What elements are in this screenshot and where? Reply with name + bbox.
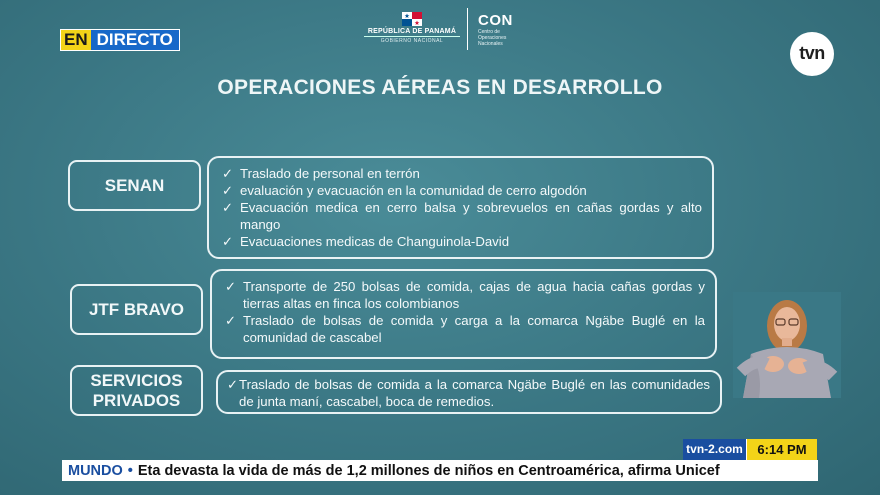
list-item xyxy=(227,376,710,410)
section-content-jtf-bravo xyxy=(210,269,717,359)
check-icon: ✓ xyxy=(222,200,234,215)
check-icon: ✓ xyxy=(222,234,234,249)
item-list xyxy=(225,278,705,346)
live-badge-label: DIRECTO xyxy=(91,30,179,50)
slide-title: OPERACIONES AÉREAS EN DESARROLLO xyxy=(217,76,663,99)
gov-subtitle: GOBIERNO NACIONAL xyxy=(364,36,460,44)
section-label-text: SENAN xyxy=(104,175,165,195)
check-icon: ✓ xyxy=(225,279,237,294)
section-label-text xyxy=(90,371,182,411)
interpreter-figure xyxy=(733,292,841,398)
section-content-servicios-privados xyxy=(216,370,722,414)
item-text: Evacuación medica en cerro balsa y sobrevuelos en cañas gordas y alto mango xyxy=(240,200,702,232)
section-label-line: PRIVADOS xyxy=(92,390,181,410)
item-list xyxy=(222,165,702,250)
con-title: CON xyxy=(478,12,513,29)
check-icon: ✓ xyxy=(225,313,237,328)
item-text: Traslado de bolsas de comida y carga a la comarca Ngäbe Buglé en la comunidad de cascabel xyxy=(243,313,705,345)
list-item xyxy=(222,182,702,199)
item-text: Traslado de personal en terrón xyxy=(240,166,420,181)
ticker-section: MUNDO xyxy=(68,462,123,479)
check-icon: ✓ xyxy=(222,183,234,198)
con-subtitle-line: Nacionales xyxy=(478,41,503,47)
list-item xyxy=(225,278,705,312)
item-text: evaluación y evacuación en la comunidad de cerro algodón xyxy=(240,183,587,198)
ticker-separator: • xyxy=(127,462,133,479)
list-item xyxy=(222,165,702,182)
check-icon: ✓ xyxy=(222,166,234,181)
live-badge-prefix: EN xyxy=(61,30,91,50)
gov-name: REPÚBLICA DE PANAMÁ xyxy=(367,28,457,35)
tvn-logo: tvn xyxy=(790,32,834,76)
sign-language-interpreter xyxy=(733,292,841,398)
section-label-senan xyxy=(68,160,201,211)
section-label-servicios-privados xyxy=(70,365,203,416)
item-text: Transporte de 250 bolsas de comida, cajas de agua hacia cañas gordas y tierras altas en finca los colombianos xyxy=(243,279,705,311)
item-text: Evacuaciones medicas de Changuinola-David xyxy=(240,234,510,249)
con-subtitle-line: Operaciones xyxy=(478,35,507,41)
clock-tag: 6:14 PM xyxy=(747,439,817,460)
list-item xyxy=(222,233,702,250)
list-item xyxy=(222,199,702,233)
live-badge xyxy=(60,29,180,51)
con-logo xyxy=(478,12,513,47)
site-tag: tvn-2.com xyxy=(683,439,747,460)
panama-flag-icon xyxy=(402,12,422,26)
item-text: Traslado de bolsas de comida a la comarca Ngäbe Buglé en las comunidades de junta maní, cascabel, boca de remedios. xyxy=(239,377,710,409)
section-content-senan xyxy=(207,156,714,259)
item-list xyxy=(227,376,710,410)
ticker-headline: Eta devasta la vida de más de 1,2 millones de niños en Centroamérica, afirma Unicef xyxy=(137,462,720,479)
section-label-text: JTF BRAVO xyxy=(88,299,185,319)
con-subtitle-line: Centro de xyxy=(478,29,500,35)
gov-logo xyxy=(364,12,460,44)
news-ticker xyxy=(62,460,818,481)
check-icon: ✓ xyxy=(227,377,239,392)
list-item xyxy=(225,312,705,346)
section-label-jtf-bravo xyxy=(70,284,203,335)
section-label-line: SERVICIOS xyxy=(90,370,183,390)
header-divider xyxy=(467,8,468,50)
